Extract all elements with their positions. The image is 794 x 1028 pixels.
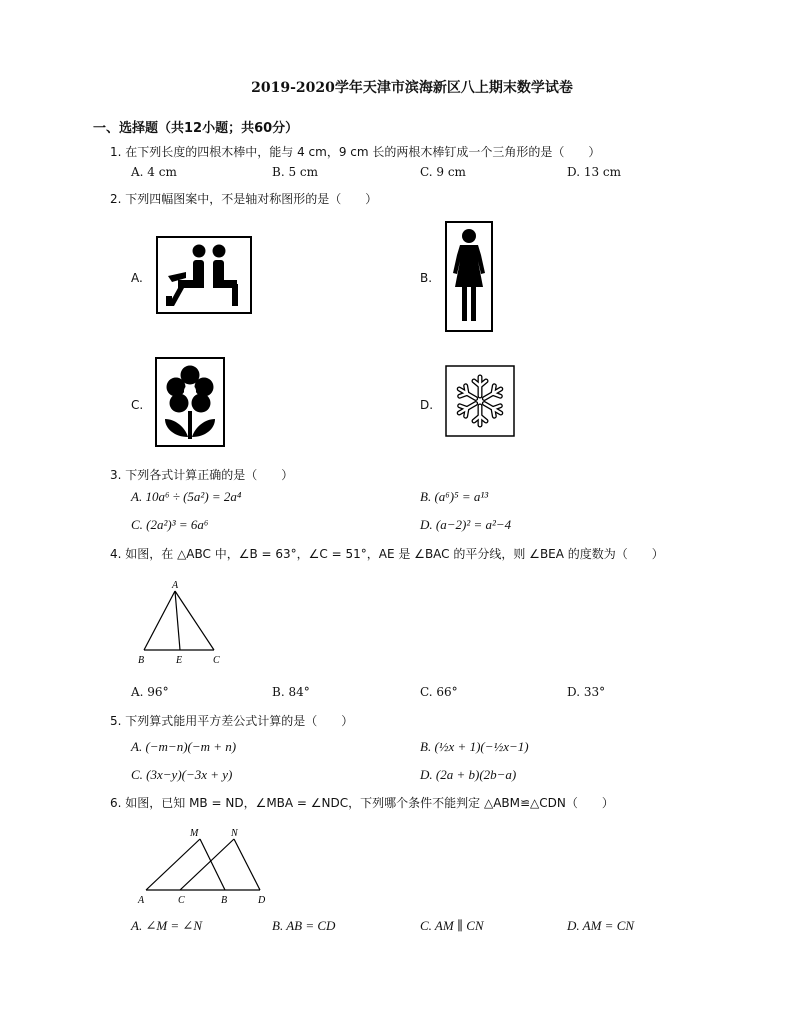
q5-option-c: C. (3x−y)(−3x + y) xyxy=(131,767,233,782)
q1-option-c: C. 9 cm xyxy=(420,165,466,179)
q3-option-d: D. (a−2)² = a²−4 xyxy=(420,517,512,532)
q6-option-b: B. AB = CD xyxy=(272,918,336,933)
q5-option-d: D. (2a + b)(2b−a) xyxy=(420,767,517,782)
label-e: E xyxy=(176,655,183,666)
q6-option-a: A. ∠M = ∠N xyxy=(131,918,202,933)
side-ab xyxy=(144,591,175,650)
q6-stem: 6. 如图，已知 MB = ND，∠MBA = ∠NDC，下列哪个条件不能判定 △ABM≌△CDN（ ） xyxy=(110,796,614,810)
q1-option-b: B. 5 cm xyxy=(272,165,318,179)
q5-stem: 5. 下列算式能用平方差公式计算的是（ ） xyxy=(110,714,354,728)
q4-option-b: B. 84° xyxy=(272,685,310,699)
label-b: B xyxy=(138,655,145,666)
label-b: B xyxy=(221,895,228,906)
q6-option-c: C. AM ∥ CN xyxy=(420,918,484,933)
label-c: C xyxy=(178,895,185,906)
side-am xyxy=(146,839,200,890)
two-people-seated-icon xyxy=(156,236,252,318)
q1-option-d: D. 13 cm xyxy=(567,165,622,179)
q4-option-c: C. 66° xyxy=(420,685,458,699)
q1-option-a: A. 4 cm xyxy=(131,165,177,179)
q4-option-a: A. 96° xyxy=(131,685,169,699)
woman-icon xyxy=(445,221,493,336)
q3-option-b: B. (a⁶)⁵ = a¹³ xyxy=(420,489,489,504)
q2-stem: 2. 下列四幅图案中，不是轴对称图形的是（ ） xyxy=(110,192,378,206)
q3-option-a: A. 10a⁶ ÷ (5a²) = 2a⁴ xyxy=(131,489,242,504)
label-c: C xyxy=(213,655,220,666)
q2-label-b: B. xyxy=(420,271,433,285)
side-mb xyxy=(200,839,225,890)
side-ac xyxy=(175,591,214,650)
q2-label-c: C. xyxy=(131,398,144,412)
q3-stem: 3. 下列各式计算正确的是（ ） xyxy=(110,468,294,482)
side-cn xyxy=(180,839,234,890)
q5-option-a: A. (−m−n)(−m + n) xyxy=(131,739,237,754)
side-nd xyxy=(234,839,260,890)
q3-option-c: C. (2a²)³ = 6a⁶ xyxy=(131,517,209,532)
q1-stem: 1. 在下列长度的四根木棒中，能与 4 cm，9 cm 长的两根木棒钉成一个三角形的是（ ） xyxy=(110,145,601,159)
q2-label-a: A. xyxy=(131,271,143,285)
q4-triangle-figure xyxy=(134,578,226,674)
snowflake-icon xyxy=(445,365,515,441)
label-a: A xyxy=(172,580,179,591)
page-title: 2019-2020学年天津市滨海新区八上期末数学试卷 xyxy=(251,80,573,96)
label-m: M xyxy=(190,828,199,839)
q2-label-d: D. xyxy=(420,398,434,412)
section-heading: 一、选择题（共12小题；共60分） xyxy=(93,121,299,136)
flower-icon xyxy=(155,357,225,451)
q6-triangles-figure xyxy=(134,824,274,910)
q4-stem: 4. 如图，在 △ABC 中，∠B = 63°，∠C = 51°，AE 是 ∠BAC 的平分线，则 ∠BEA 的度数为（ ） xyxy=(110,547,664,561)
label-a: A xyxy=(138,895,145,906)
bisector-ae xyxy=(175,591,180,650)
q5-option-b: B. (½x + 1)(−½x−1) xyxy=(420,739,529,754)
q6-option-d: D. AM = CN xyxy=(567,918,635,933)
label-n: N xyxy=(231,828,238,839)
label-d: D xyxy=(258,895,266,906)
q4-option-d: D. 33° xyxy=(567,685,606,699)
